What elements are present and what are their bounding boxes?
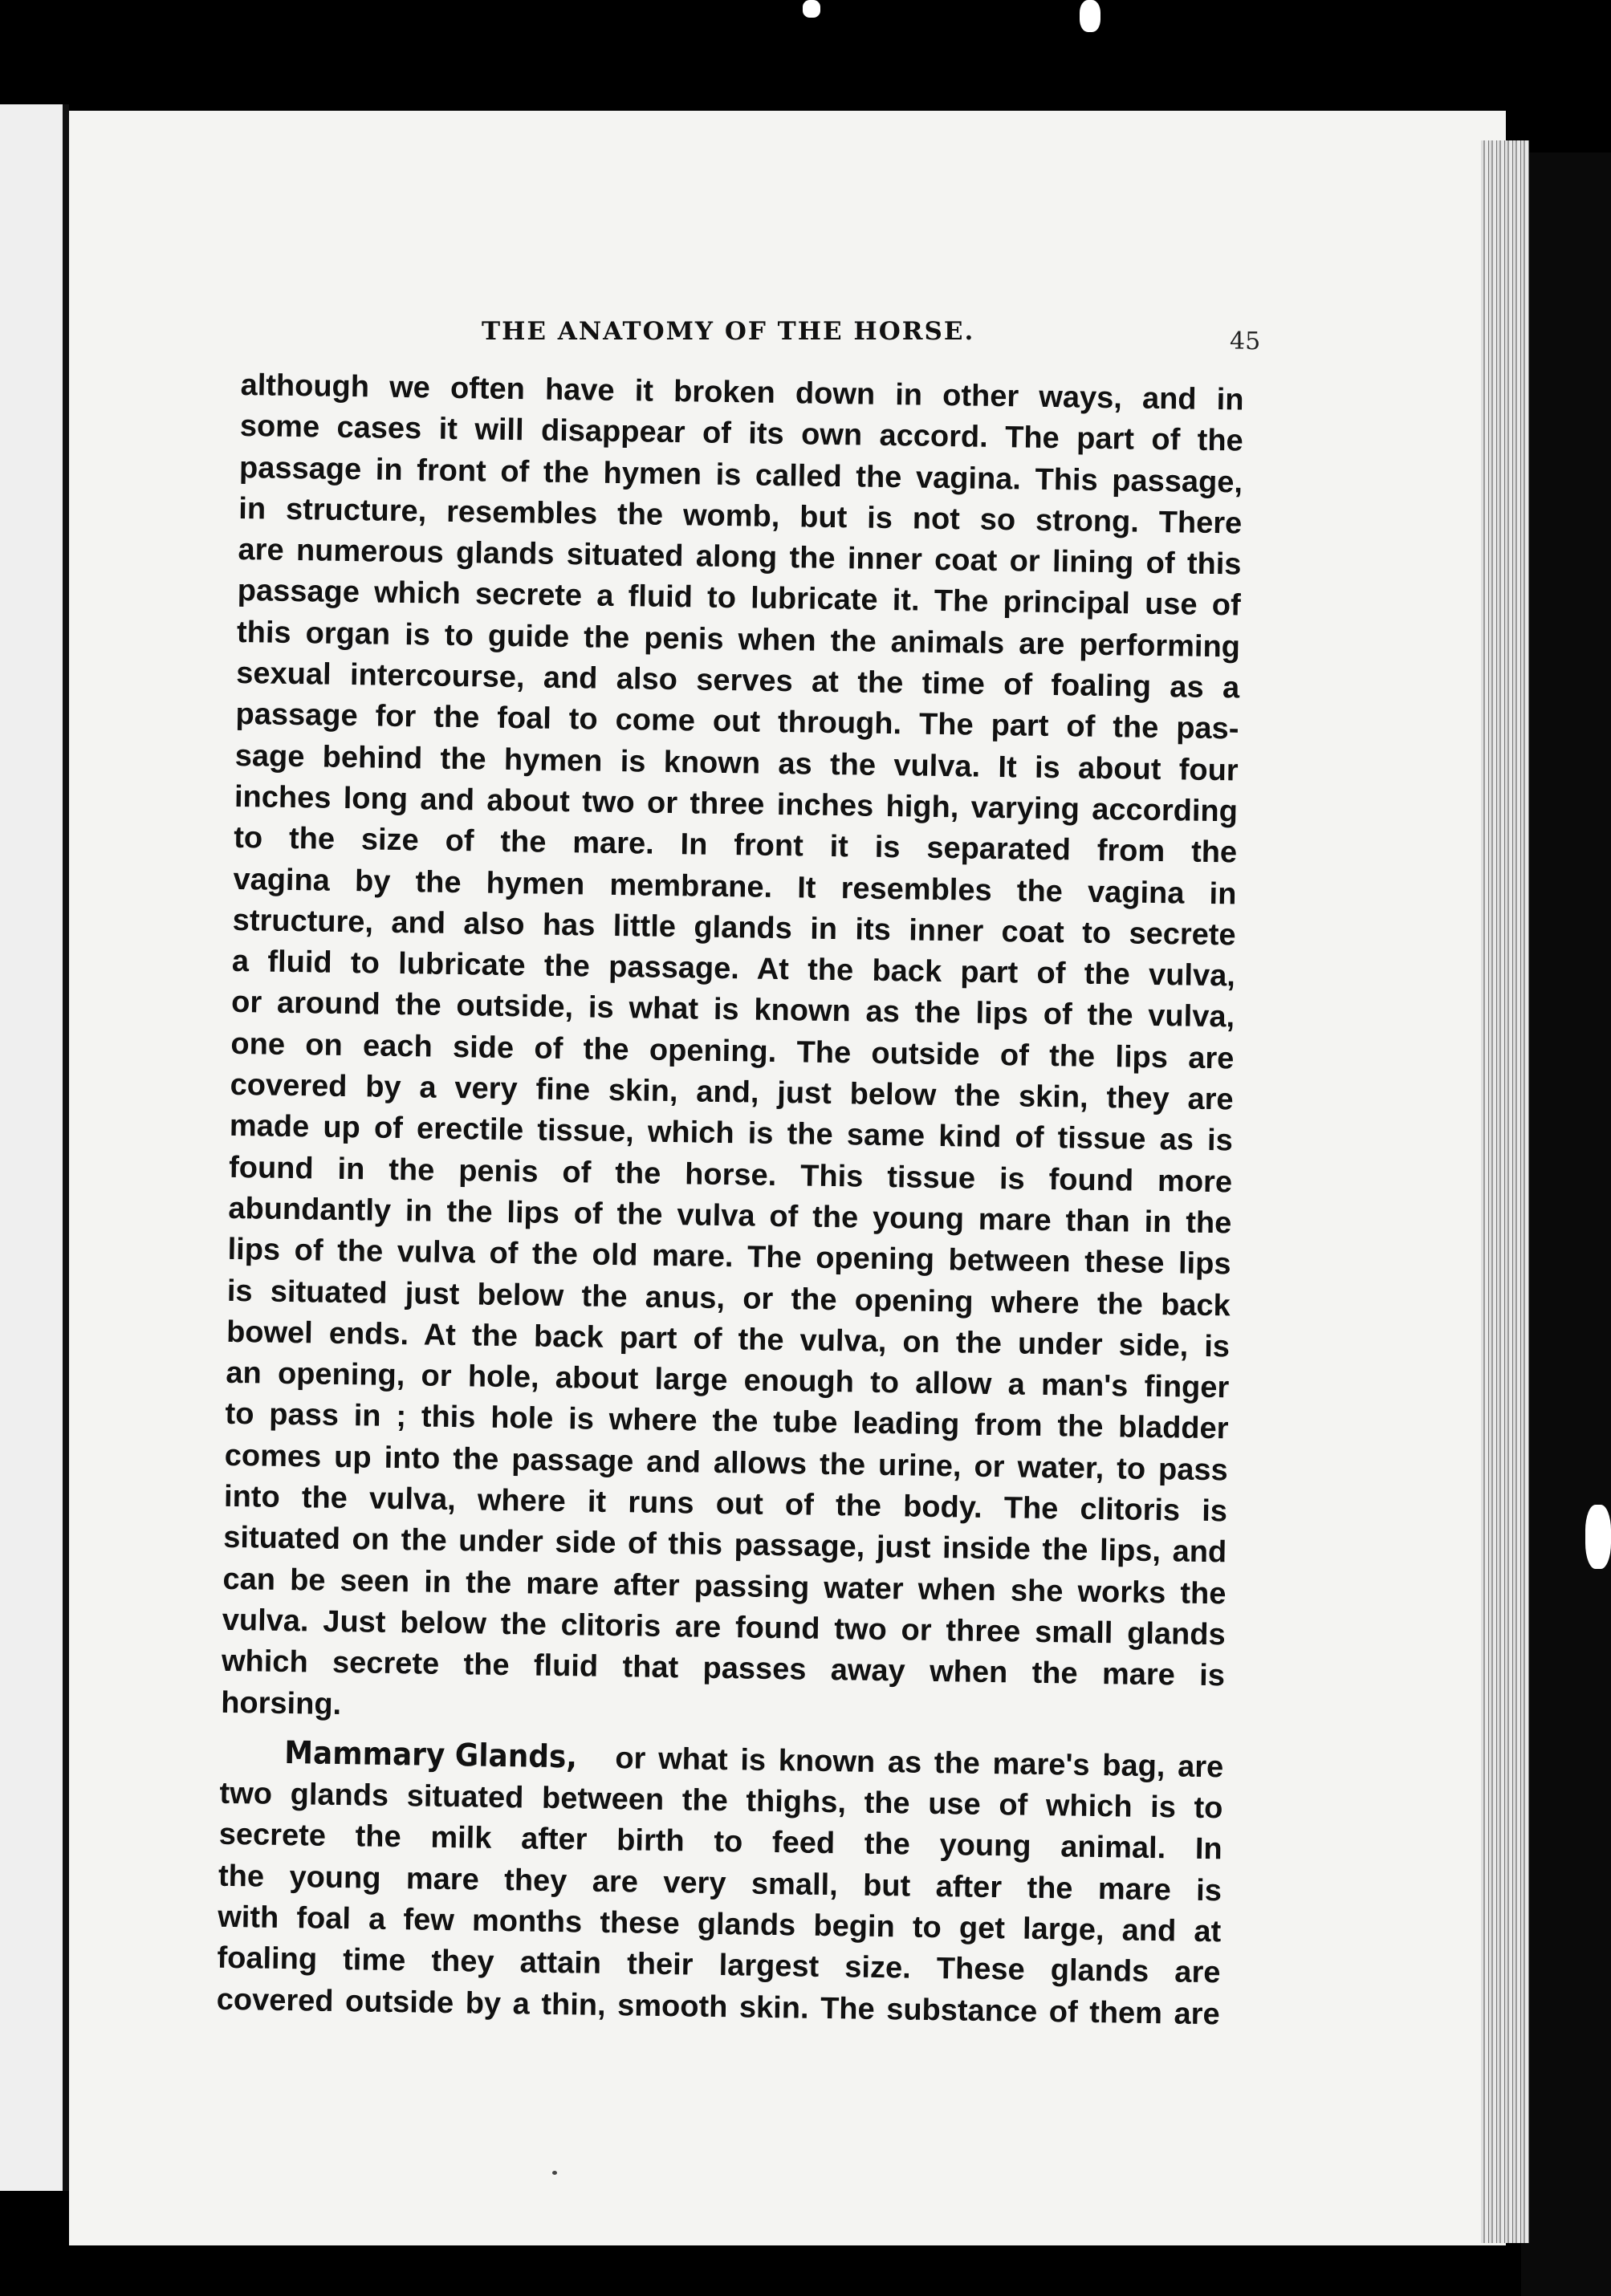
text-line: is situated just below the anus, or the opening where the back bbox=[226, 1274, 1231, 1323]
scan-speck bbox=[1585, 1505, 1611, 1569]
text-line: although we often have it broken down in other ways, and in bbox=[240, 368, 1244, 417]
text-line: a fluid to lubricate the passage. At the back part of the vulva, bbox=[231, 945, 1236, 994]
facing-page-edge bbox=[0, 104, 64, 2191]
binding-gutter-line bbox=[63, 104, 69, 2191]
text-line: covered outside by a thin, smooth skin. The substance of them are bbox=[216, 1982, 1220, 2031]
text-line: with foal a few months these glands begin to get large, and at bbox=[217, 1900, 1222, 1949]
text-line: found in the penis of the horse. This tissue is found more bbox=[228, 1150, 1233, 1200]
text-line: passage which secrete a fluid to lubricate it. The principal use of bbox=[237, 574, 1241, 623]
text-line: to pass in ; this hole is where the tube leading from the bladder bbox=[225, 1397, 1229, 1446]
book-cover-edge bbox=[1521, 152, 1611, 2296]
text-line: which secrete the fluid that passes away when the mare is bbox=[221, 1644, 1226, 1693]
text-line: passage in front of the hymen is called the vagina. This passage, bbox=[238, 450, 1243, 500]
text-line: comes up into the passage and allows the urine, or water, to pass bbox=[224, 1438, 1229, 1488]
text-line: made up of erectile tissue, which is the same kind of tissue as is bbox=[229, 1109, 1234, 1158]
scan-speck bbox=[552, 2171, 557, 2175]
text-line: sexual intercourse, and also serves at the time of foaling as a bbox=[235, 656, 1240, 705]
text-line: lips of the vulva of the old mare. The opening between these lips bbox=[227, 1233, 1231, 1282]
text-line: or around the outside, is what is known as the lips of the vulva, bbox=[230, 985, 1235, 1034]
text-line: two glands situated between the thighs, the use of which is to bbox=[219, 1776, 1223, 1826]
scan-speck bbox=[803, 0, 820, 18]
text-line: foaling time they attain their largest size. These glands are bbox=[217, 1941, 1221, 1990]
scan-speck bbox=[1080, 0, 1100, 32]
text-line: inches long and about two or three inches high, varying according bbox=[234, 779, 1239, 829]
text-line: into the vulva, where it runs out of the body. The clitoris is bbox=[223, 1479, 1228, 1529]
text-run: or what is known as the mare's bag, are bbox=[615, 1741, 1224, 1785]
text-line: an opening, or hole, about large enough to allow a man's finger bbox=[226, 1355, 1230, 1405]
page-body-text bbox=[216, 365, 1243, 2035]
page-fore-edge bbox=[1481, 140, 1529, 2243]
text-line: covered by a very fine skin, and, just below the skin, they are bbox=[230, 1067, 1234, 1117]
text-line: horsing. bbox=[220, 1685, 342, 1721]
text-line: secrete the milk after birth to feed the young animal. In bbox=[218, 1818, 1223, 1867]
running-head: THE ANATOMY OF THE HORSE. bbox=[482, 317, 975, 346]
section-heading-mammary-glands: Mammary Glands, bbox=[284, 1734, 578, 1776]
page-number: 45 bbox=[1230, 327, 1261, 356]
text-line: vulva. Just below the clitoris are found two or three small glands bbox=[222, 1603, 1226, 1652]
text-line: structure, and also has little glands in its inner coat to secrete bbox=[232, 903, 1236, 953]
text-line: some cases it will disappear of its own accord. The part of the bbox=[239, 409, 1244, 458]
text-line: one on each side of the opening. The outside of the lips are bbox=[230, 1026, 1235, 1076]
text-line: the young mare they are very small, but after the mare is bbox=[218, 1859, 1222, 1908]
text-line: passage for the foal to come out through. The part of the pas- bbox=[235, 697, 1239, 746]
text-line: bowel ends. At the back part of the vulva, on the under side, is bbox=[226, 1315, 1231, 1364]
text-line: are numerous glands situated along the inner coat or lining of this bbox=[238, 533, 1242, 582]
text-line: abundantly in the lips of the vulva of the young mare than in the bbox=[228, 1191, 1232, 1241]
text-line: this organ is to guide the penis when the animals are performing bbox=[236, 615, 1241, 664]
text-line: in structure, resembles the womb, but is not so strong. There bbox=[238, 491, 1243, 541]
text-line: situated on the under side of this passage, just inside the lips, and bbox=[223, 1521, 1227, 1570]
text-line: sage behind the hymen is known as the vulva. It is about four bbox=[234, 738, 1239, 788]
text-line: can be seen in the mare after passing water when she works the bbox=[222, 1562, 1227, 1611]
text-line: to the size of the mare. In front it is separated from the bbox=[233, 821, 1238, 870]
text-line: vagina by the hymen membrane. It resembles the vagina in bbox=[233, 862, 1237, 912]
